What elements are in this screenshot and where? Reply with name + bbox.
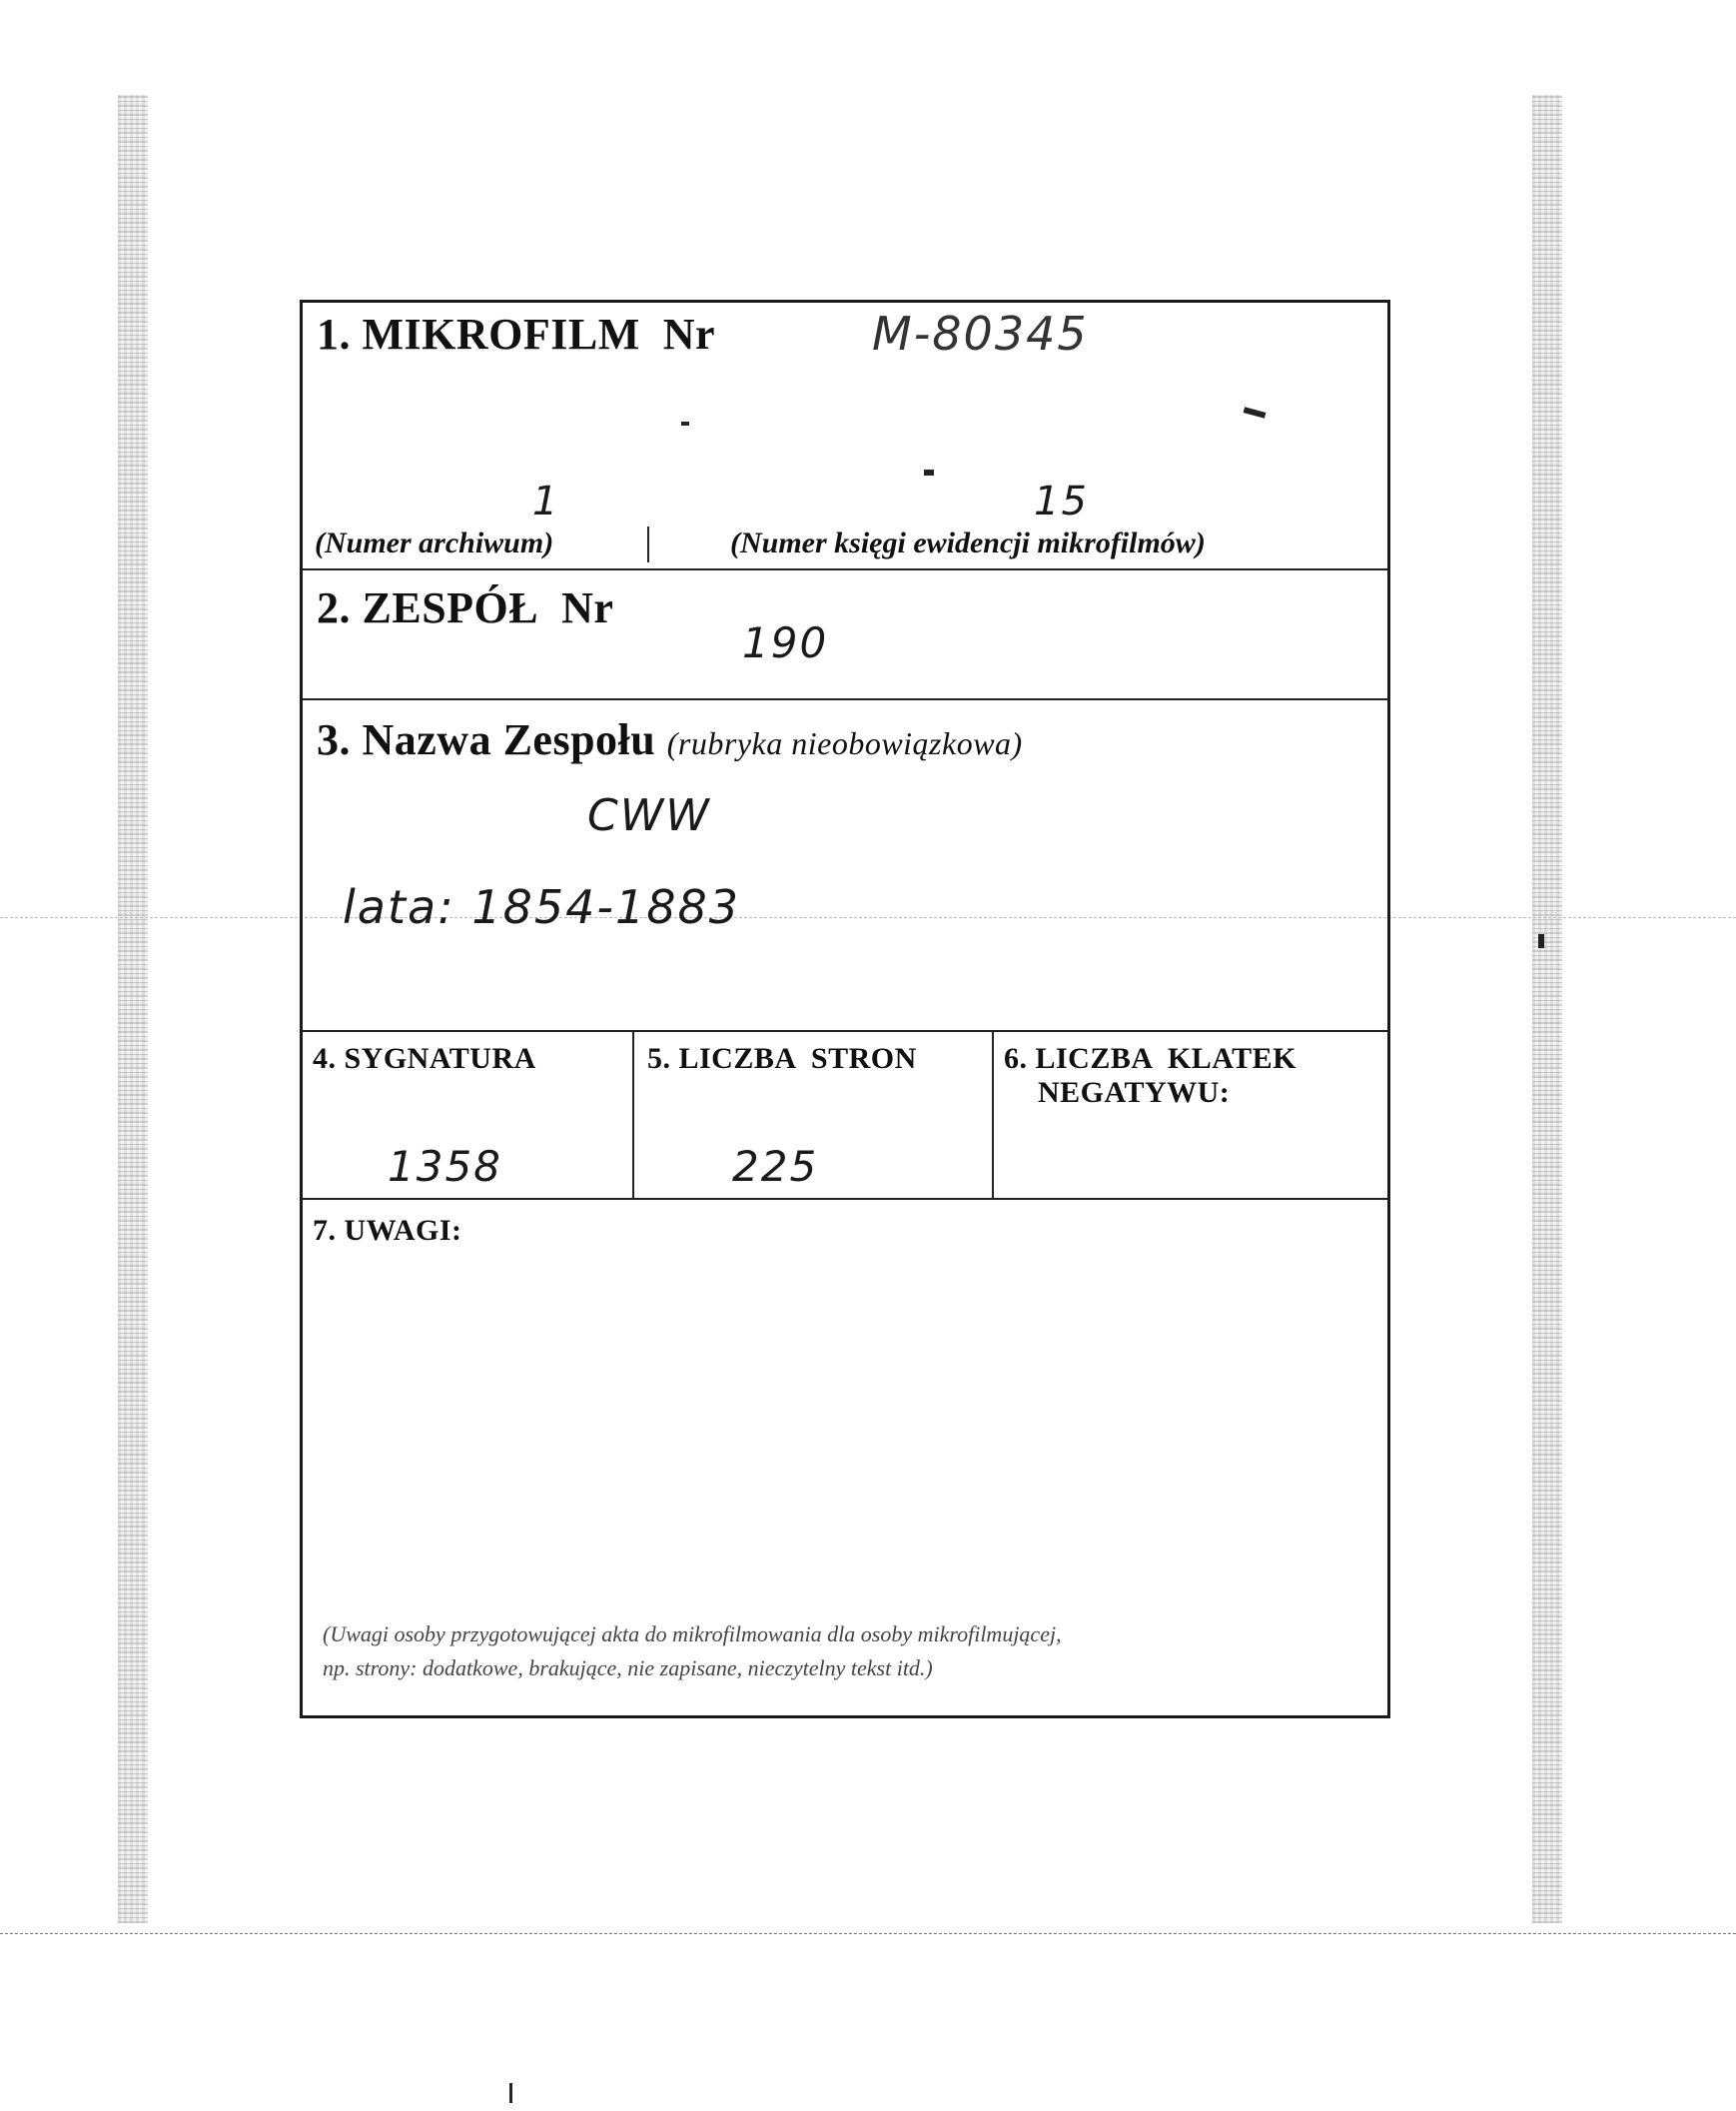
liczba-stron-value: 225 xyxy=(732,1142,819,1191)
scan-edge-left xyxy=(118,95,148,1923)
liczba-klatek-line1: 6. LICZBA KLATEK xyxy=(1004,1042,1298,1075)
zespol-number: 190 xyxy=(742,618,829,667)
microfilm-card xyxy=(300,300,1390,1718)
sygnatura-label: 4. SYGNATURA xyxy=(313,1042,536,1075)
section-details xyxy=(303,1032,1387,1200)
scan-edge-right xyxy=(1532,95,1562,1923)
mikrofilm-label: 1. MIKROFILM Nr xyxy=(317,310,716,359)
nazwa-note: (rubryka nieobowiązkowa) xyxy=(666,725,1023,761)
register-number: 15 xyxy=(1034,479,1089,525)
section-uwagi xyxy=(303,1200,1387,1715)
caption-divider xyxy=(647,527,649,562)
liczba-klatek-label xyxy=(1004,1042,1297,1110)
scan-line-bottom xyxy=(0,1933,1736,1934)
speck xyxy=(924,470,934,476)
divider-2 xyxy=(992,1032,994,1198)
uwagi-footnote-line1: (Uwagi osoby przygotowującej akta do mikrofilmowania dla osoby mikrofilmującej, xyxy=(323,1621,1062,1646)
register-caption: (Numer księgi ewidencji mikrofilmów) xyxy=(730,527,1206,559)
uwagi-footnote-line2: np. strony: dodatkowe, brakujące, nie zapisane, nieczytelny tekst itd.) xyxy=(323,1655,933,1680)
speck xyxy=(1538,934,1544,948)
section-zespol xyxy=(303,570,1387,700)
uwagi-footnote xyxy=(323,1617,1367,1685)
liczba-stron-label: 5. LICZBA STRON xyxy=(647,1042,917,1075)
nazwa-value: CWW xyxy=(587,790,711,841)
archive-caption: (Numer archiwum) xyxy=(315,527,554,559)
mikrofilm-number: M-80345 xyxy=(872,307,1089,361)
uwagi-label: 7. UWAGI: xyxy=(313,1214,462,1247)
sygnatura-value: 1358 xyxy=(388,1142,502,1191)
speck xyxy=(681,422,689,426)
liczba-klatek-line2: NEGATYWU: xyxy=(1038,1076,1231,1109)
nazwa-label-text: 3. Nazwa Zespołu xyxy=(317,715,656,764)
speck xyxy=(509,2083,512,2103)
nazwa-years: lata: 1854-1883 xyxy=(343,880,741,934)
zespol-label: 2. ZESPÓŁ Nr xyxy=(317,583,614,632)
archive-number: 1 xyxy=(532,479,560,525)
nazwa-label xyxy=(317,714,1023,765)
section-mikrofilm xyxy=(303,303,1387,570)
divider-1 xyxy=(632,1032,634,1198)
section-nazwa xyxy=(303,700,1387,1032)
